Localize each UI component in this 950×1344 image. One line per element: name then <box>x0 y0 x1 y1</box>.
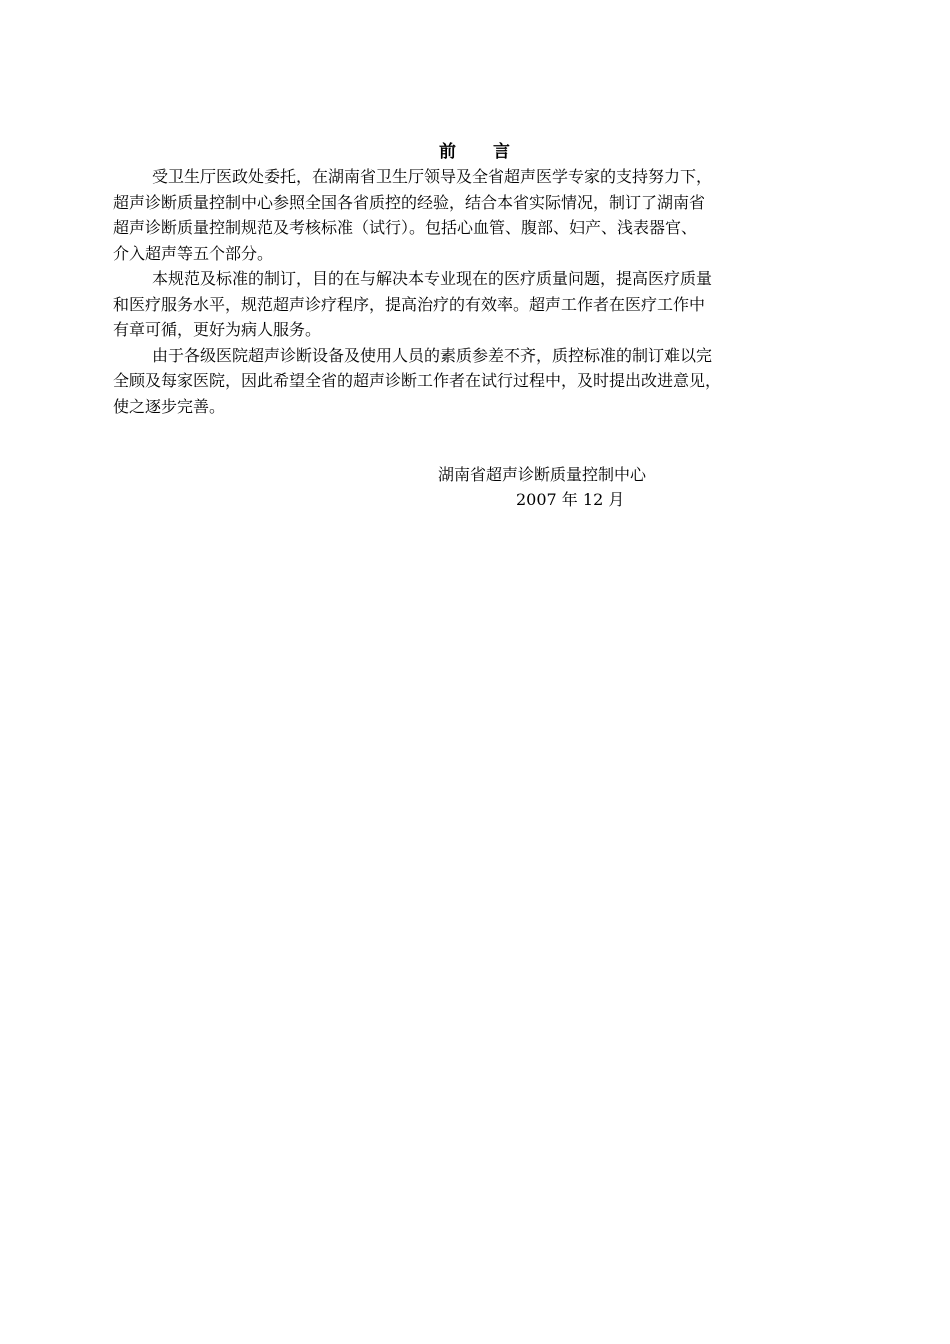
signature-date: 2007 年 12 月 <box>516 490 625 509</box>
paragraph-2-line-2: 和医疗服务水平，规范超声诊疗程序，提高治疗的有效率。超声工作者在医疗工作中 <box>113 294 706 314</box>
paragraph-1-line-3: 超声诊断质量控制规范及考核标准（试行）。包括心血管、腹部、妇产、浅表器官、 <box>113 218 698 237</box>
paragraph-3-line-2: 全顾及每家医院，因此希望全省的超声诊断工作者在试行过程中，及时提出改进意见， <box>113 371 722 390</box>
paragraph-1-line-2: 超声诊断质量控制中心参照全国各省质控的经验，结合本省实际情况，制订了湖南省 <box>113 192 706 212</box>
paragraph-3-line-1: 由于各级医院超声诊断设备及使用人员的素质参差不齐，质控标准的制订难以完 <box>152 345 713 365</box>
paragraph-3-line-3: 使之逐步完善。 <box>113 396 226 416</box>
paragraph-1-line-1: 受卫生厅医政处委托，在湖南省卫生厅领导及全省超声医学专家的支持努力下， <box>152 167 713 186</box>
paragraph-2-line-3: 有章可循，更好为病人服务。 <box>113 320 322 339</box>
page-title <box>0 140 950 164</box>
signature-organization: 湖南省超声诊断质量控制中心 <box>438 465 647 484</box>
signature-block <box>420 462 720 512</box>
preface-body <box>113 164 853 419</box>
title-char-1: 前 <box>439 142 457 162</box>
paragraph-2-line-1: 本规范及标准的制订，目的在与解决本专业现在的医疗质量问题，提高医疗质量 <box>152 269 713 288</box>
title-char-2: 言 <box>493 142 511 162</box>
paragraph-1-line-4: 介入超声等五个部分。 <box>113 243 274 263</box>
